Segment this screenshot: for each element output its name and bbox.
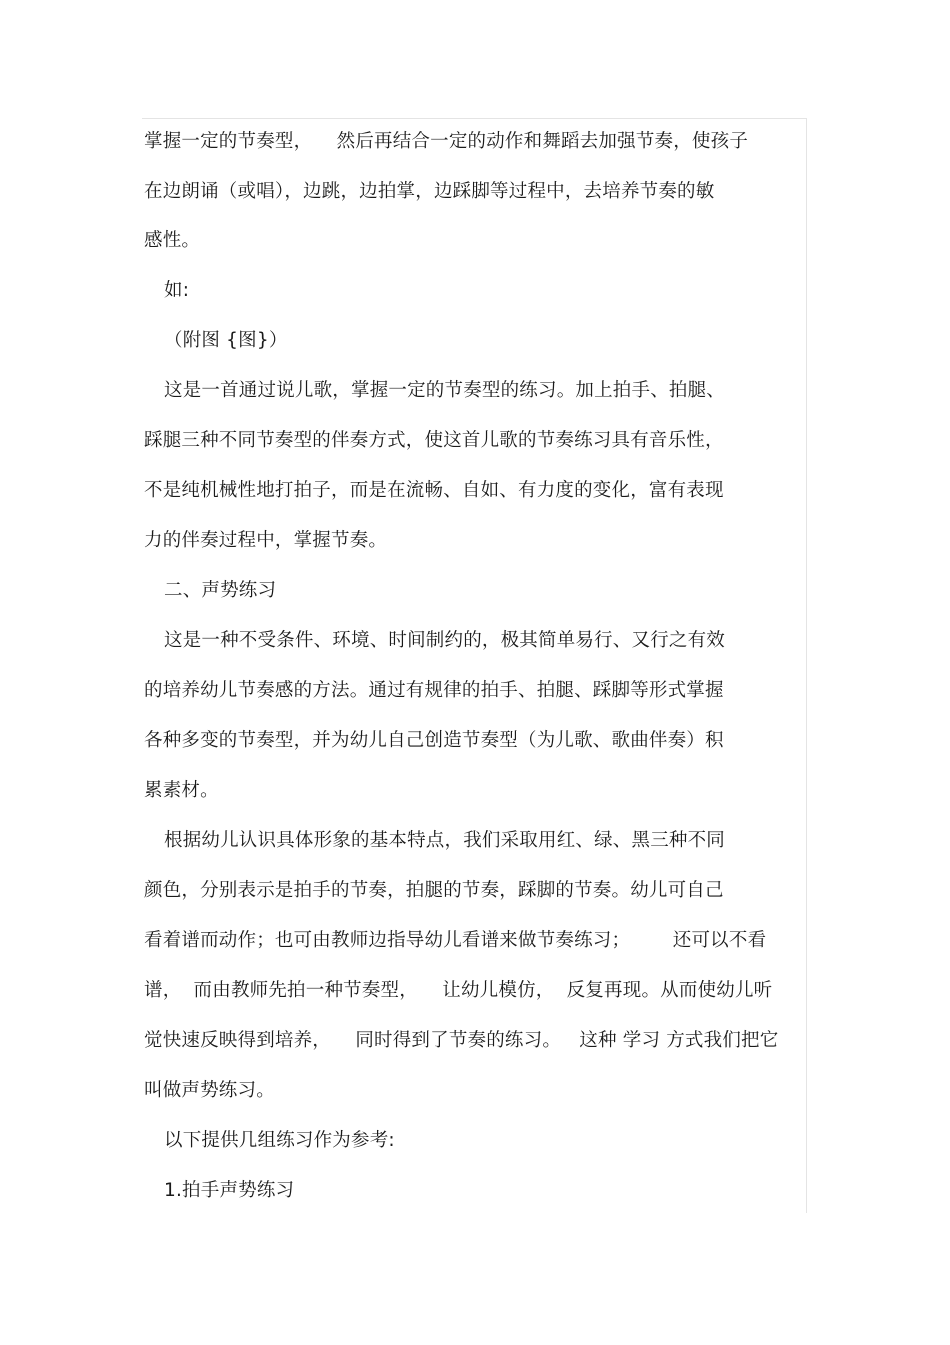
text-line: 掌握一定的节奏型， 然后再结合一定的动作和舞蹈去加强节奏，使孩子 <box>144 131 749 152</box>
text-line: 感性。 <box>144 230 201 251</box>
text-line: 在边朗诵（或唱），边跳，边拍掌，边踩脚等过程中，去培养节奏的敏 <box>144 181 715 202</box>
text-line: 力的伴奏过程中，掌握节奏。 <box>144 530 388 551</box>
text-line: 如: <box>164 280 190 301</box>
text-line: 叫做声势练习。 <box>144 1080 275 1101</box>
text-line: 根据幼儿认识具体形象的基本特点，我们采取用红、绿、黑三种不同 <box>164 830 726 851</box>
text-line: 这是一首通过说儿歌，掌握一定的节奏型的练习。加上拍手、拍腿、 <box>164 380 726 401</box>
text-line: 觉快速反映得到培养， 同时得到了节奏的练习。 这种 学习 方式我们把它 <box>144 1030 779 1051</box>
text-line: 各种多变的节奏型，并为幼儿自己创造节奏型（为儿歌、歌曲伴奏）积 <box>144 730 724 751</box>
text-line: 谱， 而由教师先拍一种节奏型， 让幼儿模仿， 反复再现。从而使幼儿听 <box>144 980 773 1001</box>
text-line: 看着谱而动作；也可由教师边指导幼儿看谱来做节奏练习； 还可以不看 <box>144 930 767 951</box>
section-heading: 二、声势练习 <box>164 580 277 601</box>
text-line: 这是一种不受条件、环境、时间制约的，极其简单易行、又行之有效 <box>164 630 726 651</box>
text-line: 累素材。 <box>144 780 219 801</box>
list-item-heading: 1.拍手声势练习 <box>164 1180 295 1201</box>
text-line: 的培养幼儿节奏感的方法。通过有规律的拍手、拍腿、踩脚等形式掌握 <box>144 680 724 701</box>
text-line: 踩腿三种不同节奏型的伴奏方式，使这首儿歌的节奏练习具有音乐性， <box>144 430 724 451</box>
text-line: 不是纯机械性地打拍子，而是在流畅、自如、有力度的变化，富有表现 <box>144 480 724 501</box>
text-line: 以下提供几组练习作为参考: <box>164 1130 395 1151</box>
text-line: 颜色，分别表示是拍手的节奏，拍腿的节奏，踩脚的节奏。幼儿可自己 <box>144 880 724 901</box>
figure-placeholder: （附图 {图}） <box>164 330 288 351</box>
